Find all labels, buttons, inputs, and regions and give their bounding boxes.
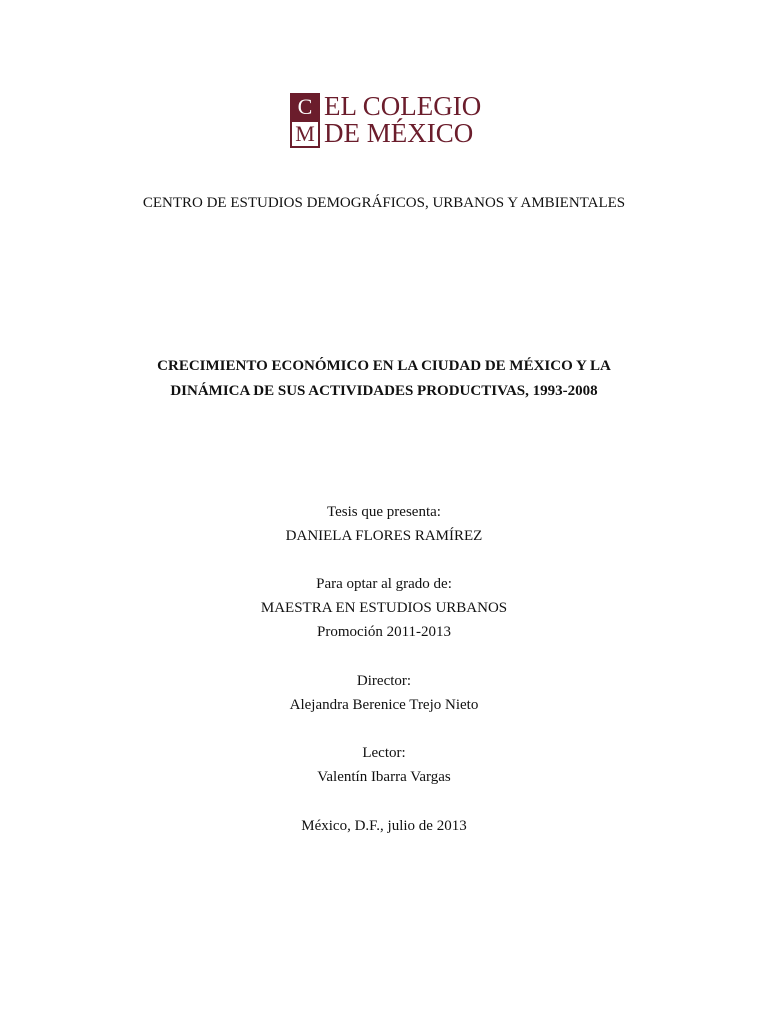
promotion: Promoción 2011-2013 (316, 624, 452, 640)
lector-label: Lector: (362, 745, 406, 761)
colegio-logo (290, 93, 481, 148)
optar-label: Para optar al grado de: (316, 576, 452, 592)
director-name: Alejandra Berenice Trejo Nieto (289, 697, 479, 713)
thesis-title-line-1: CRECIMIENTO ECONÓMICO EN LA CIUDAD DE MÉXICO Y LA (157, 358, 611, 374)
presenta-label: Tesis que presenta: (327, 504, 441, 520)
place-date: México, D.F., julio de 2013 (301, 818, 467, 834)
center-name: CENTRO DE ESTUDIOS DEMOGRÁFICOS, URBANOS Y AMBIENTALES (142, 195, 626, 211)
logo-mark-m: M (292, 120, 318, 147)
logo-mark-c: C (292, 95, 318, 120)
logo-mark (290, 93, 320, 148)
lector-name: Valentín Ibarra Vargas (317, 769, 451, 785)
author-name: DANIELA FLORES RAMÍREZ (285, 528, 483, 544)
logo-line-1: EL COLEGIO (324, 91, 482, 121)
degree-name: MAESTRA EN ESTUDIOS URBANOS (260, 600, 508, 616)
logo-line-2: DE MÉXICO (324, 118, 474, 148)
thesis-title-line-2: DINÁMICA DE SUS ACTIVIDADES PRODUCTIVAS, 1993-2008 (170, 383, 598, 399)
logo-wordmark (324, 93, 481, 147)
director-label: Director: (356, 673, 412, 689)
